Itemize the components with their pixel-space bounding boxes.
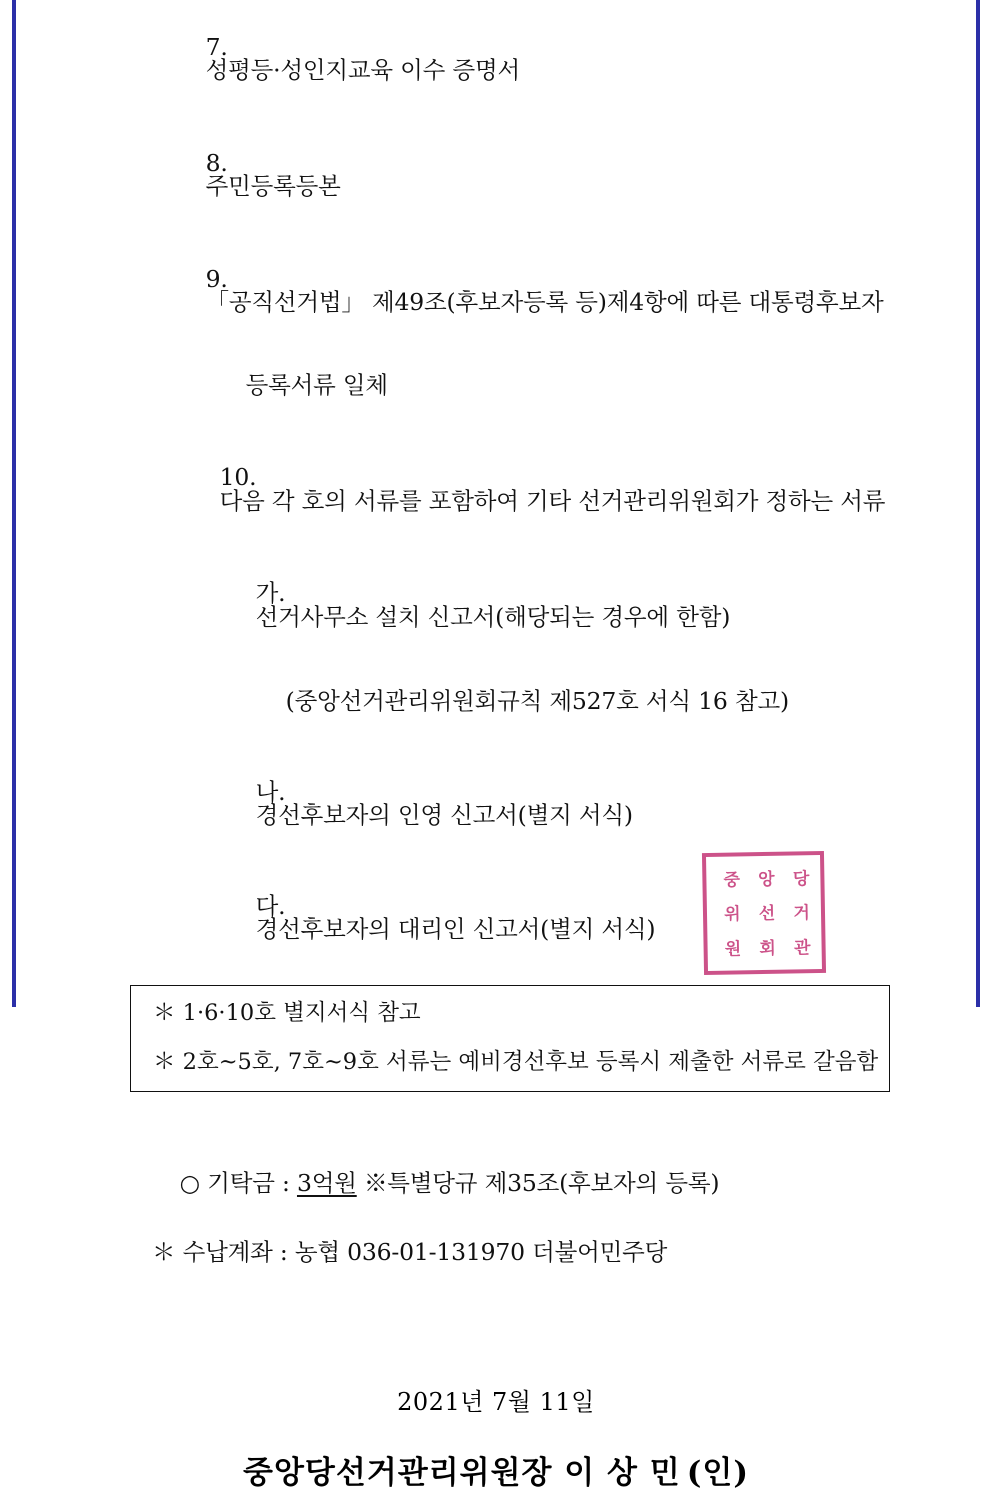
sub-list-item-marker: 다. [255,891,286,920]
note-line: ＊ 1·6·10호 별지서식 참고 [153,1000,421,1026]
list-item-text: 「공직선거법」 제49조(후보자등록 등)제4항에 따른 대통령후보자 [205,288,884,316]
list-item-number: 10. [219,463,257,491]
sub-list-item [44,559,948,653]
list-item-number: 8. [205,148,228,177]
list-item-text: 주민등록등본 [205,172,341,200]
seal-char: 원 [720,939,741,957]
seal-char: 회 [754,938,776,957]
deposit-line [44,1148,948,1219]
deposit-amount: 3억원 [296,1168,357,1197]
page-border-right [976,0,992,1007]
list-item [44,12,948,106]
ink-mark-label: (인) [686,1455,749,1491]
seal-char: 위 [719,904,740,923]
sub-list-item-text: 선거사무소 설치 신고서(해당되는 경우에 한함) [255,602,731,631]
official-seal-stamp [702,851,826,975]
sub-list-item-text: 경선후보자의 대리인 신고서(별지 서식) [255,915,656,943]
list-item-text: 등록서류 일체 [245,370,388,399]
signature-name: 중앙당선거관리위원장 이 상 민 [243,1455,681,1491]
note-box [130,985,890,1092]
seal-char: 중 [719,870,740,888]
list-item [44,443,948,537]
seal-char: 선 [754,904,775,922]
list-item-number: 7. [205,32,228,61]
document-content [20,0,972,1491]
sub-list-item-marker: 가. [255,579,286,607]
deposit-account-line: ＊ 수납계좌 : 농협 036-01-131970 더불어민주당 [152,1237,668,1266]
seal-char: 거 [789,903,810,922]
deposit-reference: ※특별당규 제35조(후보자의 등록) [356,1168,720,1197]
deposit-label: ○ 기탁금 : [179,1168,297,1197]
signature-date: 2021년 7월 11일 [397,1388,595,1416]
seal-char: 당 [788,869,809,887]
page-border-left [0,0,16,1007]
sub-list-item-note [44,667,948,738]
list-item [44,128,948,222]
seal-char: 앙 [753,869,775,887]
list-item [44,244,948,338]
list-item-continuation [44,350,948,421]
list-item-text: 다음 각 호의 서류를 포함하여 기타 선거관리위원회가 정하는 서류 [219,486,886,515]
list-item-text: 성평등·성인지교육 이수 증명서 [205,56,520,84]
sub-list-item-text: 경선후보자의 인영 신고서(별지 서식) [255,801,633,829]
seal-char: 관 [789,938,810,956]
sub-list-item [44,757,948,851]
sub-list-item-marker: 나. [255,777,286,806]
sub-list-item-text: (중앙선거관리위원회규칙 제527호 서식 16 참고) [285,687,789,715]
note-line: ＊ 2호~5호, 7호~9호 서류는 예비경선후보 등록시 제출한 서류로 갈음함 [153,1048,879,1075]
list-item-number: 9. [205,264,228,293]
signature-name-line [44,1447,948,1492]
